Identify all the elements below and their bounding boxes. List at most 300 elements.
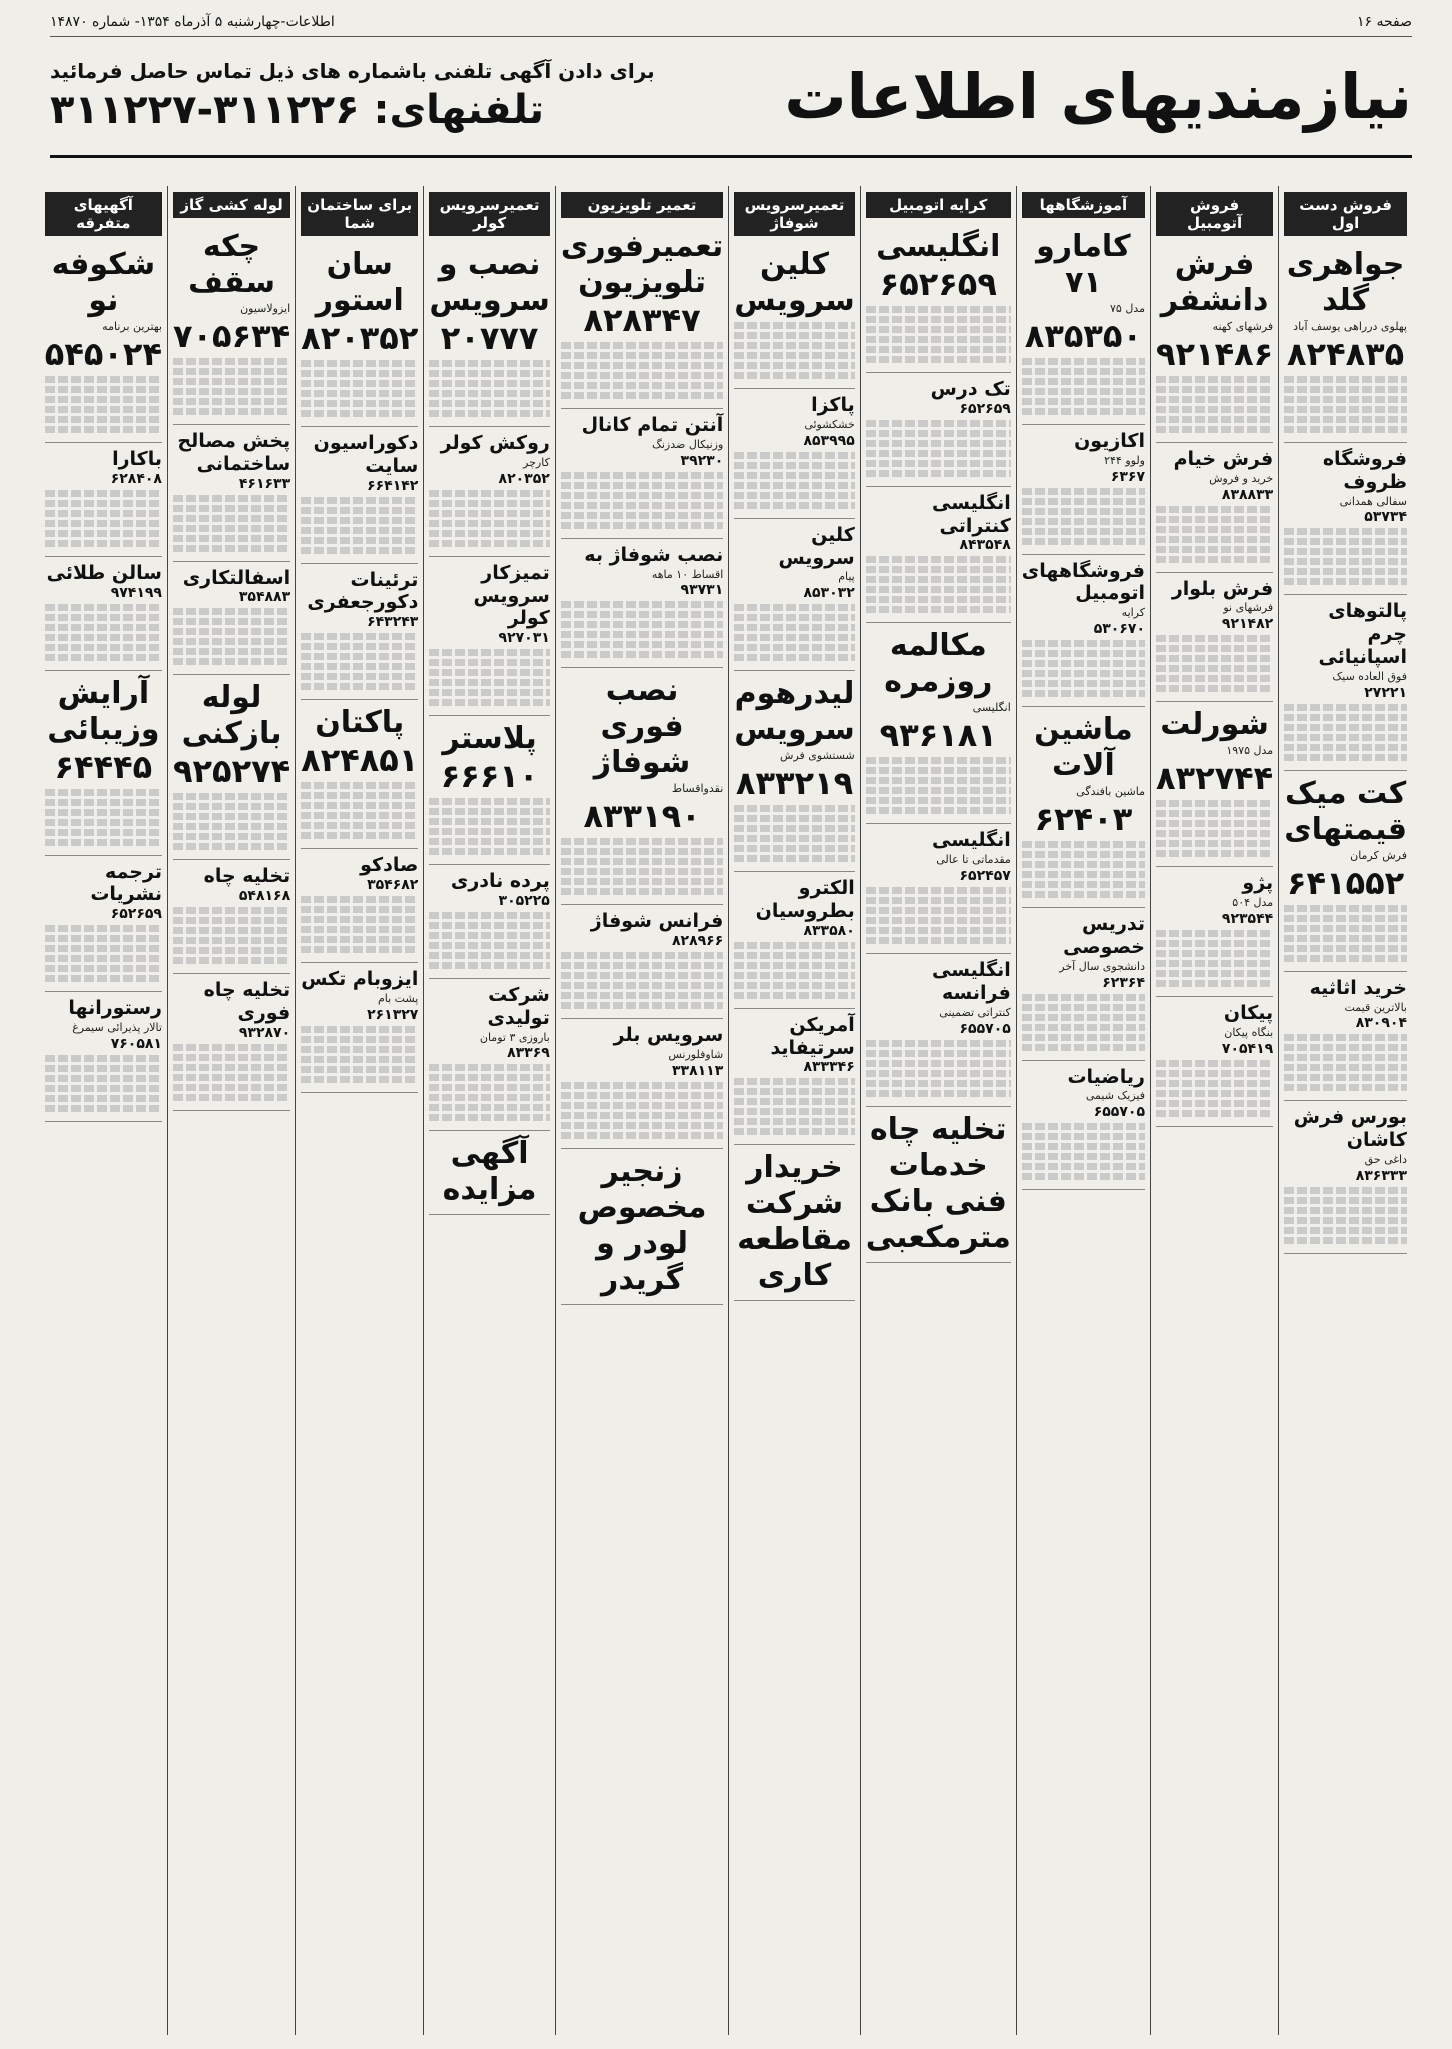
ad-title: دکوراسیون سایت	[313, 432, 419, 477]
ad-title: صادکو	[360, 854, 419, 877]
text-line	[1156, 426, 1273, 433]
text-line	[734, 845, 854, 852]
section-band: فروش آتومبیل	[1156, 192, 1273, 236]
ad-title: اکازیون	[1074, 429, 1145, 452]
text-line	[45, 819, 162, 826]
ad-body: مدل ۷۵	[1110, 302, 1145, 315]
text-line	[1022, 488, 1145, 495]
text-line	[1022, 1173, 1145, 1180]
text-line	[429, 932, 549, 939]
classified-ad	[301, 963, 418, 1093]
classified-ad	[301, 427, 418, 564]
ad-title: انگلیسی کنتراتی	[932, 491, 1011, 537]
text-line	[1284, 1034, 1407, 1041]
ad-title: ترئینات دکورجعفری	[307, 568, 419, 614]
ad-phone: ۸۳۶۳۳۳	[1355, 1168, 1407, 1184]
column-7	[295, 186, 423, 2035]
text-line	[45, 604, 162, 611]
text-line	[1156, 850, 1273, 857]
text-line	[1284, 1237, 1407, 1244]
ad-phone: ۹۲۱۴۸۲	[1221, 616, 1274, 633]
text-line	[45, 490, 162, 497]
ad-phone: ۹۳۷۳۱	[680, 582, 724, 599]
ad-title: آرایش وزیبائی	[47, 675, 160, 747]
ad-phone: ۳۳۸۱۱۳	[671, 1062, 724, 1079]
text-line	[734, 604, 854, 611]
classified-ad	[1156, 997, 1273, 1127]
ad-body: داغی حق	[1364, 1153, 1407, 1167]
text-line	[301, 802, 418, 809]
text-line	[866, 450, 1011, 457]
text-line	[45, 1075, 162, 1082]
text-line	[301, 360, 418, 367]
classified-ad	[1022, 707, 1145, 908]
text-line	[1022, 650, 1145, 657]
text-line	[301, 380, 418, 387]
text-line	[1156, 840, 1273, 847]
text-line	[561, 838, 723, 845]
ad-title: روکش کولر	[440, 432, 550, 454]
text-line	[429, 490, 549, 497]
text-line	[866, 1070, 1011, 1077]
text-line	[429, 808, 549, 815]
ad-title: فروشگاههای اتومبیل	[1021, 559, 1145, 605]
text-line	[429, 818, 549, 825]
ad-title: بورس فرش کاشان	[1293, 1106, 1407, 1152]
ad-phone: ۸۳۰۹۰۴	[1355, 1015, 1407, 1032]
text-line	[866, 586, 1011, 593]
text-line	[1284, 406, 1407, 413]
text-line	[1156, 1070, 1273, 1077]
ad-title: پلاستر	[442, 721, 537, 757]
text-line	[1156, 675, 1273, 682]
ad-body: کارچر	[523, 455, 550, 469]
footer-ad-title: زنجیر مخصوص لودر و گریدر	[577, 1153, 707, 1297]
text-line	[45, 965, 162, 972]
ad-phone: ۸۳۳۶۹	[507, 1045, 550, 1062]
text-line	[1284, 704, 1407, 711]
text-line	[1284, 396, 1407, 403]
masthead-title: نیازمندیهای اطلاعات	[784, 59, 1412, 133]
ad-phone: ۷۰۵۴۱۹	[1221, 1040, 1274, 1057]
ad-body: فرش کرمان	[1350, 848, 1407, 862]
text-line	[173, 378, 290, 385]
ad-title: تمیزکار سرویس کولر	[473, 561, 550, 630]
text-line	[734, 502, 854, 509]
text-line	[301, 916, 418, 923]
text-line	[301, 1026, 418, 1033]
text-line	[301, 906, 418, 913]
ad-phone: ۸۳۵۳۵۰	[1024, 316, 1142, 355]
classified-ad	[173, 675, 290, 860]
text-line	[1022, 680, 1145, 687]
ad-title: ماشین آلات	[1034, 712, 1133, 784]
text-line	[1284, 386, 1407, 393]
ad-phone: ۶۶۴۱۴۲	[367, 477, 419, 494]
text-line	[429, 649, 549, 656]
text-line	[734, 1088, 854, 1095]
text-line	[866, 1050, 1011, 1057]
text-line	[173, 658, 290, 665]
ad-title: کلین سرویس	[734, 247, 855, 318]
text-line	[1284, 724, 1407, 731]
text-line	[866, 887, 1011, 894]
text-line	[301, 822, 418, 829]
ad-phone: ۶۵۵۷۰۵	[1093, 1104, 1145, 1121]
text-line	[1156, 830, 1273, 837]
text-line	[1022, 358, 1145, 365]
ad-title: شورلت	[1160, 707, 1269, 743]
ad-body: ماشین بافندگی	[1076, 785, 1145, 799]
text-line	[1022, 498, 1145, 505]
text-line	[45, 530, 162, 537]
text-line	[173, 495, 290, 502]
ad-body: دانشجوی سال آخر	[1059, 959, 1145, 973]
text-line	[45, 975, 162, 982]
text-line	[173, 907, 290, 914]
text-line	[734, 835, 854, 842]
classified-ad	[1022, 908, 1145, 1061]
text-line	[429, 689, 549, 696]
ad-body: مدل ۱۹۷۵	[1226, 744, 1274, 758]
text-line	[561, 952, 723, 959]
text-line	[173, 628, 290, 635]
text-line	[1156, 930, 1273, 937]
text-line	[561, 372, 723, 379]
column-1	[1150, 186, 1278, 2035]
text-line	[734, 342, 854, 349]
text-line	[734, 1118, 854, 1125]
text-line	[173, 1044, 290, 1051]
ad-phone: ۸۳۳۲۱۹	[735, 764, 854, 803]
classified-ad	[734, 671, 854, 872]
ad-body: اقساط ۱۰ ماهه	[651, 567, 724, 581]
text-line	[45, 520, 162, 527]
text-line	[1156, 1060, 1273, 1067]
text-line	[734, 332, 854, 339]
ad-title: فرانس شوفاژ	[590, 910, 724, 933]
text-line	[45, 644, 162, 651]
classified-ad	[1022, 555, 1145, 708]
ad-phone: ۵۳۷۳۴	[1364, 509, 1407, 526]
text-line	[1022, 841, 1145, 848]
text-line	[561, 1092, 723, 1099]
classified-ad	[1284, 1101, 1407, 1254]
text-line	[866, 420, 1011, 427]
ad-body: سفالی همدانی	[1339, 494, 1407, 508]
text-line	[173, 957, 290, 964]
text-line	[429, 659, 549, 666]
classified-ad	[1284, 443, 1407, 596]
text-line	[301, 507, 418, 514]
footer-ad	[866, 1107, 1011, 1263]
ad-title: سان استور	[315, 247, 404, 318]
ad-phone: ۳۵۴۶۸۲	[367, 876, 419, 893]
text-line	[173, 545, 290, 552]
classified-ad	[173, 224, 290, 425]
text-line	[1022, 508, 1145, 515]
text-line	[45, 540, 162, 547]
classified-ad	[301, 564, 418, 701]
ad-body: پهلوی درراهی یوسف آباد	[1293, 320, 1407, 333]
ad-phone: ۵۳۰۶۷۰	[1093, 621, 1145, 638]
text-line	[1156, 1080, 1273, 1087]
text-line	[1156, 516, 1273, 523]
text-line	[866, 326, 1011, 333]
text-line	[1284, 714, 1407, 721]
text-line	[301, 946, 418, 953]
section-band: لوله کشی گاز	[173, 192, 290, 218]
text-line	[301, 673, 418, 680]
ad-title: اسفالتکاری	[182, 566, 291, 589]
ad-phone: ۸۲۸۳۴۷	[583, 301, 701, 339]
masthead-note: برای دادن آگهی تلفنی باشماره های ذیل تماس حاصل فرمائید	[50, 59, 655, 83]
text-line	[1284, 945, 1407, 952]
text-line	[301, 936, 418, 943]
section-band: آگهیهای متفرقه	[45, 192, 162, 236]
ad-title: نصب و سرویس	[429, 247, 550, 318]
ad-body: انگلیسی	[972, 701, 1011, 715]
text-line	[866, 1040, 1011, 1047]
ad-body: شستشوی فرش	[780, 749, 855, 763]
text-line	[301, 370, 418, 377]
text-line	[45, 925, 162, 932]
classified-ad	[45, 992, 162, 1122]
text-line	[561, 962, 723, 969]
text-line	[734, 1098, 854, 1105]
classified-ad	[45, 856, 162, 993]
text-line	[1156, 800, 1273, 807]
text-line	[301, 633, 418, 640]
page-header	[50, 8, 1412, 37]
text-line	[45, 829, 162, 836]
ad-body: ایزولاسیون	[240, 302, 291, 315]
text-line	[561, 631, 723, 638]
text-line	[866, 907, 1011, 914]
ad-phone: ۶۴۳۲۴۳	[367, 614, 419, 631]
text-line	[45, 406, 162, 413]
text-line	[1156, 526, 1273, 533]
classified-ad	[429, 427, 549, 557]
ad-phone: ۸۳۳۳۴۶	[803, 1059, 855, 1076]
classified-ad	[301, 242, 418, 427]
ad-phone: ۸۵۳۰۳۲	[803, 585, 855, 602]
classified-ad	[429, 865, 549, 979]
classified-ad	[866, 224, 1011, 373]
text-line	[173, 618, 290, 625]
text-line	[866, 556, 1011, 563]
text-line	[1156, 635, 1273, 642]
column-2	[1016, 186, 1150, 2035]
ad-title: ایزوبام تکس	[301, 967, 419, 990]
text-line	[866, 1080, 1011, 1087]
text-line	[734, 805, 854, 812]
text-line	[429, 962, 549, 969]
ad-body: کرایه	[1121, 606, 1145, 620]
classified-ad	[429, 557, 549, 716]
classified-ad	[301, 849, 418, 963]
text-line	[866, 807, 1011, 814]
text-line	[734, 492, 854, 499]
text-line	[1284, 1044, 1407, 1051]
ad-title: کلین سرویس	[778, 523, 855, 569]
text-line	[1022, 881, 1145, 888]
text-line	[1022, 1163, 1145, 1170]
column-5	[555, 186, 728, 2035]
ad-body: مدل ۵۰۴	[1232, 896, 1274, 910]
text-line	[866, 757, 1011, 764]
text-line	[45, 1055, 162, 1062]
text-line	[1284, 955, 1407, 962]
text-line	[1022, 660, 1145, 667]
text-line	[1022, 1004, 1145, 1011]
text-line	[1156, 536, 1273, 543]
ad-body: وزنیکال ضدزنگ	[652, 437, 724, 451]
text-line	[429, 1074, 549, 1081]
text-line	[301, 497, 418, 504]
ad-phone: ۳۹۲۳۰	[680, 452, 724, 469]
column-8	[167, 186, 295, 2035]
text-line	[734, 654, 854, 661]
ad-phone: ۶۳۶۷	[1110, 468, 1145, 485]
text-line	[561, 512, 723, 519]
text-line	[173, 398, 290, 405]
classified-ad	[561, 409, 723, 539]
text-line	[301, 653, 418, 660]
classified-ad	[45, 242, 162, 443]
ad-title: چکه سقف	[188, 229, 275, 300]
text-line	[1022, 1143, 1145, 1150]
text-line	[429, 370, 549, 377]
ad-title: پاکتان	[315, 705, 405, 741]
ad-body: ولوو ۲۴۴	[1104, 453, 1145, 467]
classified-columns	[44, 186, 1412, 2035]
text-line	[561, 858, 723, 865]
text-line	[301, 1056, 418, 1063]
ad-title: باکارا	[112, 447, 162, 470]
ad-phone: ۴۶۱۶۳۳	[238, 475, 291, 492]
text-line	[734, 372, 854, 379]
text-line	[45, 839, 162, 846]
ad-phone: ۶۶۶۱۰	[440, 757, 539, 796]
text-line	[734, 352, 854, 359]
footer-ad	[734, 1145, 854, 1301]
classified-ad	[561, 224, 723, 409]
text-line	[301, 782, 418, 789]
section-band: تعمیرسرویس شوفاژ	[734, 192, 854, 236]
text-line	[561, 502, 723, 509]
ad-title: نصب شوفاژ به	[584, 543, 724, 566]
text-line	[429, 699, 549, 706]
text-line	[45, 935, 162, 942]
ad-phone: ۲۶۱۳۲۷	[367, 1006, 419, 1023]
text-line	[561, 992, 723, 999]
text-line	[1284, 754, 1407, 761]
ad-title: کامارو ۷۱	[1036, 229, 1131, 300]
text-line	[561, 621, 723, 628]
text-line	[173, 408, 290, 415]
text-line	[734, 452, 854, 459]
section-band: تعمیر تلویزیون	[561, 192, 723, 218]
text-line	[1156, 546, 1273, 553]
text-line	[561, 868, 723, 875]
text-line	[1156, 940, 1273, 947]
text-line	[1156, 396, 1273, 403]
text-line	[45, 386, 162, 393]
ad-title: تخلیه چاه	[203, 865, 291, 888]
text-line	[173, 1064, 290, 1071]
text-line	[173, 1054, 290, 1061]
text-line	[301, 792, 418, 799]
ad-phone: ۵۴۸۱۶۸	[238, 888, 291, 905]
section-band: کرایه اتومبیل	[866, 192, 1011, 218]
ad-phone: ۹۲۵۲۷۴	[172, 752, 291, 791]
text-line	[561, 1122, 723, 1129]
classified-ad	[1156, 867, 1273, 997]
text-line	[45, 945, 162, 952]
ad-title: سرویس بلر	[613, 1024, 724, 1047]
text-line	[561, 482, 723, 489]
text-line	[1284, 416, 1407, 423]
text-line	[866, 927, 1011, 934]
text-line	[561, 601, 723, 608]
text-line	[301, 527, 418, 534]
ad-body: شاوفلورنس	[668, 1048, 724, 1061]
text-line	[301, 1046, 418, 1053]
text-line	[734, 1128, 854, 1135]
footer-ad-title: تخلیه چاه خدمات فنی بانک مترمکعبی	[865, 1111, 1011, 1255]
text-line	[173, 843, 290, 850]
text-line	[429, 912, 549, 919]
text-line	[301, 517, 418, 524]
text-line	[301, 896, 418, 903]
section-band: تعمیرسرویس کولر	[429, 192, 549, 236]
classified-ad	[173, 974, 290, 1111]
ad-title: تک درس	[930, 378, 1011, 400]
text-line	[1022, 640, 1145, 647]
text-line	[1022, 891, 1145, 898]
text-line	[429, 500, 549, 507]
text-line	[561, 641, 723, 648]
classified-ad	[734, 1009, 854, 1146]
text-line	[1284, 578, 1407, 585]
text-line	[866, 1090, 1011, 1097]
text-line	[429, 1064, 549, 1071]
classified-ad	[1284, 595, 1407, 770]
text-line	[1022, 1133, 1145, 1140]
text-line	[866, 356, 1011, 363]
ad-title: ترجمه نشریات	[90, 860, 162, 906]
text-line	[429, 360, 549, 367]
text-line	[1022, 398, 1145, 405]
ad-phone: ۹۳۶۱۸۱	[879, 716, 997, 755]
text-line	[173, 823, 290, 830]
ad-body: باروزی ۳ تومان	[479, 1030, 550, 1044]
text-line	[1022, 1014, 1145, 1021]
text-line	[734, 855, 854, 862]
text-line	[173, 505, 290, 512]
ad-title: رستورانها	[68, 997, 162, 1020]
text-line	[1284, 1187, 1407, 1194]
text-line	[561, 522, 723, 529]
text-line	[1284, 548, 1407, 555]
text-line	[429, 400, 549, 407]
classified-ad	[734, 242, 854, 389]
text-line	[734, 644, 854, 651]
ad-body: پشت بام	[377, 991, 419, 1005]
text-line	[1156, 810, 1273, 817]
ad-title: پالتوهای چرم اسپانیائی	[1318, 600, 1407, 669]
